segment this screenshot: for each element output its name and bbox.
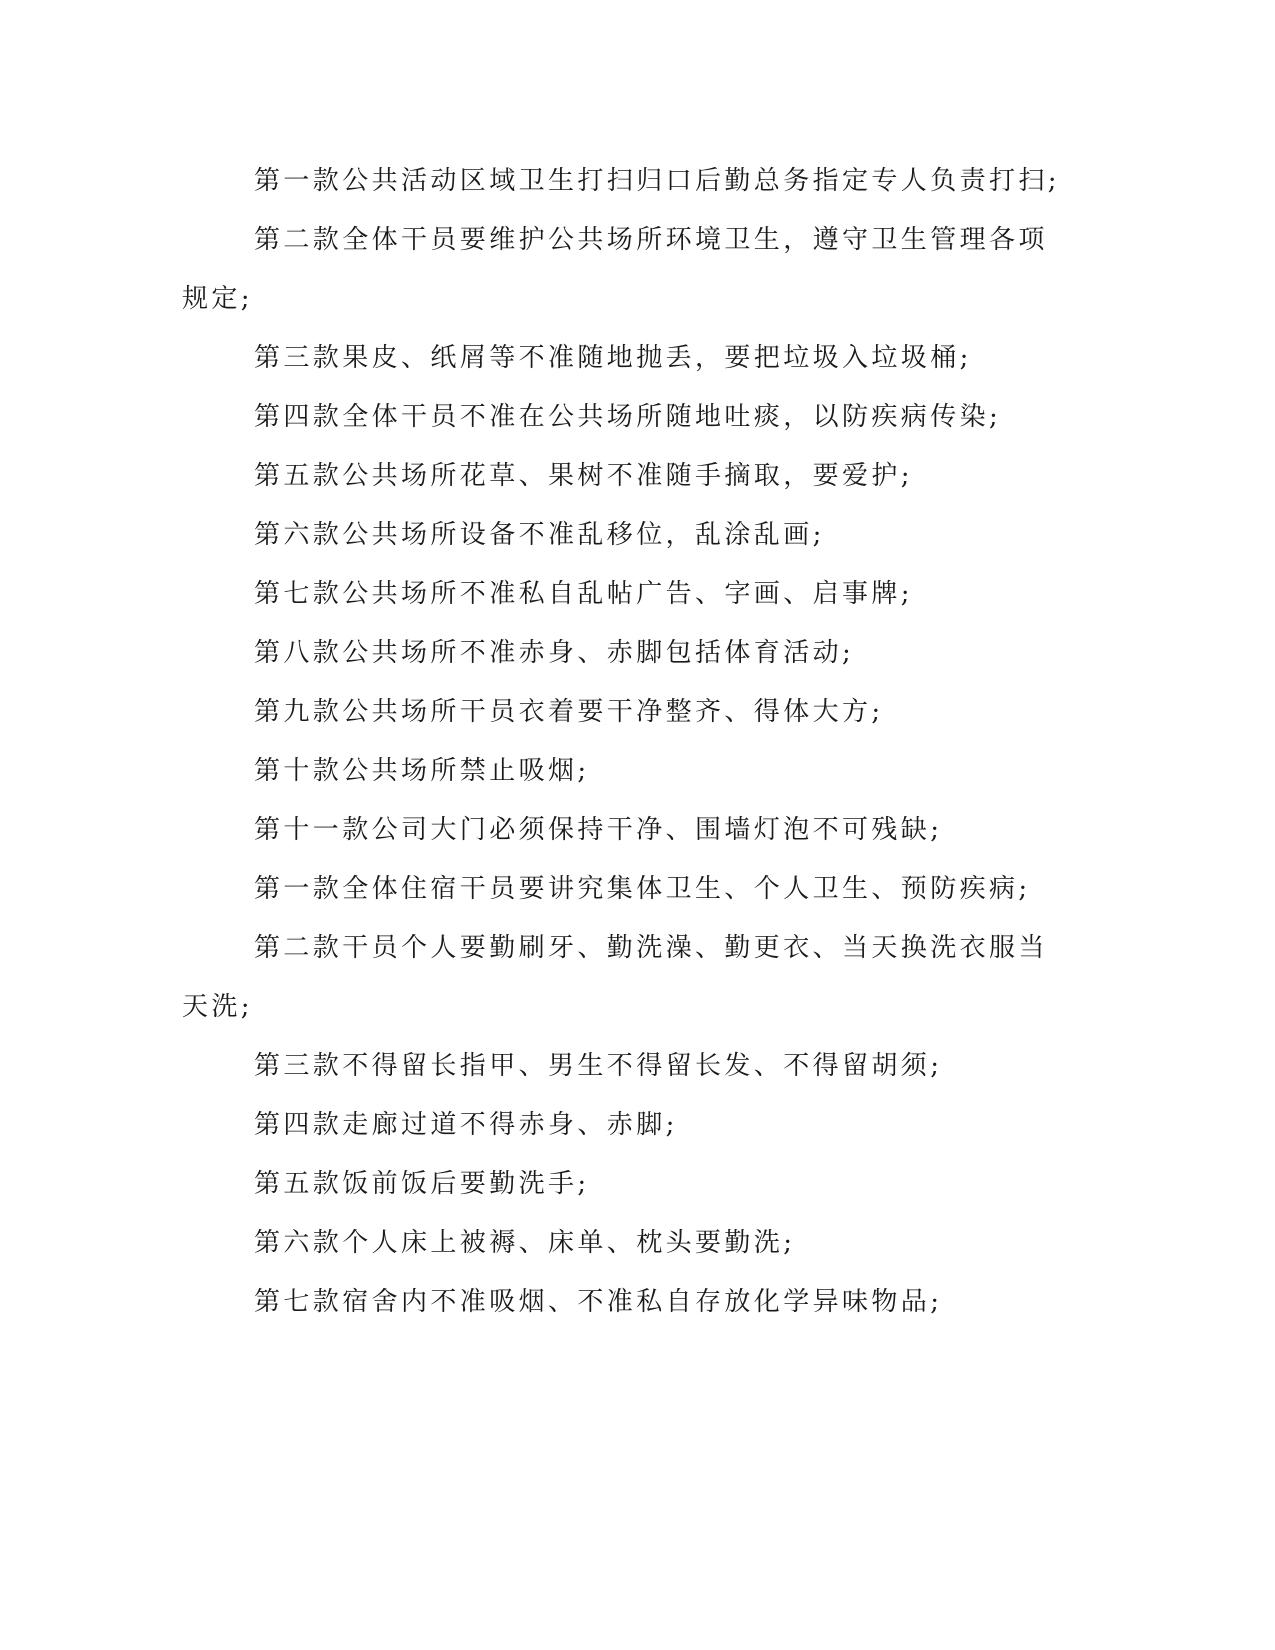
paragraph-8: 第八款公共场所不准赤身、赤脚包括体育活动; bbox=[254, 638, 855, 668]
paragraph-12: 第一款全体住宿干员要讲究集体卫生、个人卫生、预防疾病; bbox=[254, 874, 1031, 904]
paragraph-3: 第三款果皮、纸屑等不准随地抛丢，要把垃圾入垃圾桶; bbox=[254, 343, 972, 373]
paragraph-18: 第七款宿舍内不准吸烟、不准私自存放化学异味物品; bbox=[254, 1287, 943, 1317]
paragraph-17: 第六款个人床上被褥、床单、枕头要勤洗; bbox=[254, 1228, 796, 1258]
document-body bbox=[182, 152, 1062, 1332]
paragraph-1: 第一款公共活动区域卫生打扫归口后勤总务指定专人负责打扫; bbox=[254, 166, 1060, 196]
paragraph-13: 第二款干员个人要勤刷牙、勤洗澡、勤更衣、当天换洗衣服当天洗; bbox=[182, 933, 1048, 1022]
paragraph-4: 第四款全体干员不准在公共场所随地吐痰，以防疾病传染; bbox=[254, 402, 1002, 432]
paragraph-15: 第四款走廊过道不得赤身、赤脚; bbox=[254, 1110, 678, 1140]
paragraph-16: 第五款饭前饭后要勤洗手; bbox=[254, 1169, 590, 1199]
paragraph-7: 第七款公共场所不准私自乱帖广告、字画、启事牌; bbox=[254, 579, 913, 609]
paragraph-5: 第五款公共场所花草、果树不准随手摘取，要爱护; bbox=[254, 461, 913, 491]
paragraph-11: 第十一款公司大门必须保持干净、围墙灯泡不可残缺; bbox=[254, 815, 943, 845]
paragraph-10: 第十款公共场所禁止吸烟; bbox=[254, 756, 590, 786]
paragraph-6: 第六款公共场所设备不准乱移位，乱涂乱画; bbox=[254, 520, 825, 550]
paragraph-9: 第九款公共场所干员衣着要干净整齐、得体大方; bbox=[254, 697, 884, 727]
paragraph-14: 第三款不得留长指甲、男生不得留长发、不得留胡须; bbox=[254, 1051, 943, 1081]
paragraph-2: 第二款全体干员要维护公共场所环境卫生，遵守卫生管理各项规定; bbox=[182, 225, 1048, 314]
